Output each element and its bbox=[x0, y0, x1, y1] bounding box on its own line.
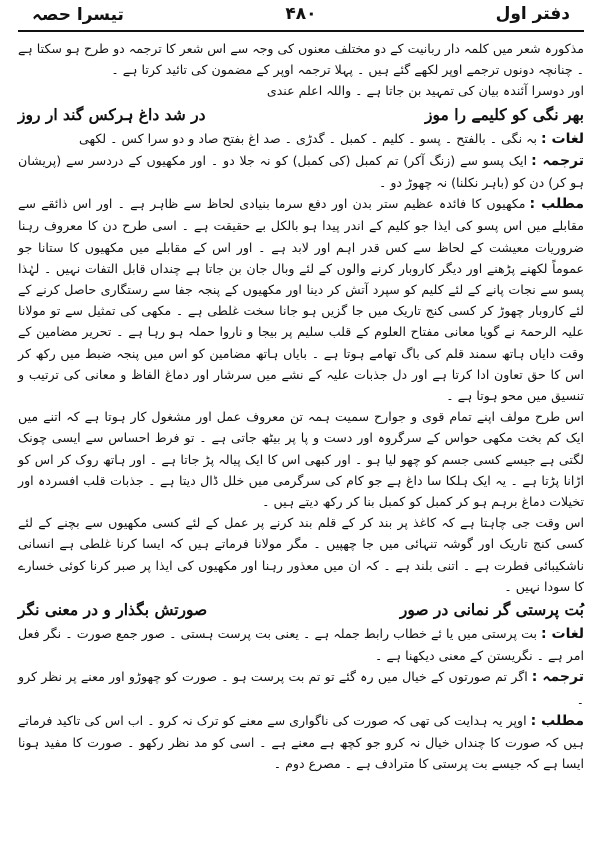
volume-section-label: تیسرا حصہ bbox=[32, 5, 124, 25]
matlab-1-paragraph-3: اس وقت جی چاہتا ہے کہ کاغذ پر بند کر کے قلم بند کرنے پر عمل کے لئے کسی مکھیوں سے بچنے کے لئے کسی کنج تاریک اور گوشہ تنہائی میں جا چھپیں ۔ مگر مولانا فرماتے ہیں کہ ایسا کرنا غلطی ہے انسانی ناشکیبائی فطرت ہے ۔ اتنی بلند ہے ۔ کہ ان میں معذور رہنا اور مکھیوں کی ایذا پر صبر کرنا کوئی خسارے کا سودا نہیں ۔ bbox=[18, 515, 584, 594]
verse-2-hemistich-left: صورتش بگذار و در معنی نگر bbox=[18, 600, 208, 620]
verse-2-hemistich-right: بُت پرستی گر نمانی در صور bbox=[399, 600, 584, 620]
verse-1-hemistich-left: در شد داغ ہرکس گند ار روز bbox=[18, 104, 206, 124]
tarjuma-2-block bbox=[18, 666, 584, 709]
verse-1-hemistich-right: بھر نگی کو کلیمے را موز bbox=[425, 104, 584, 124]
page-body bbox=[18, 32, 584, 775]
intro-paragraph: مذکورہ شعر میں کلمہ دار ربانیت کے دو مختلف معنوں کی وجہ سے اس شعر کا ترجمہ دو طرح ہو سکتا ہے ۔ چنانچہ دونوں ترجمے اوپر لکھے گئے ہیں ۔ پہلا ترجمہ اوپر کے مضمون کی تائید کرتا ہے ۔ bbox=[18, 41, 584, 78]
tarjuma-1-block bbox=[18, 150, 584, 193]
lughat-2-block bbox=[18, 623, 584, 666]
lughat-1-block bbox=[18, 128, 584, 150]
lughat-1-text: بہ نگی ۔ بالفتح ۔ پسو ۔ کلیم ۔ کمبل ۔ گدڑی ۔ صد اغ بفتح صاد و دو سرا کس ۔ لکھی bbox=[79, 130, 538, 146]
matlab-2-block bbox=[18, 710, 584, 775]
lughat-1-label: لغات : bbox=[541, 130, 584, 147]
tarjuma-1-text: ایک پسو سے (زنگ آکر) تم کمبل (کی کمبل) کو نہ جلا دو ۔ اور مکھیوں کے دردسر سے (پریشان ہو کر) دن کو (باہر نکلنا) نہ چھوڑ دو ۔ bbox=[18, 152, 584, 191]
lughat-2-label: لغات : bbox=[540, 626, 584, 643]
page-number: ۴۸۰ bbox=[285, 4, 317, 24]
matlab-2-text: اوپر یہ ہدایت کی تھی کہ صورت کی ناگواری سے معنے کو ترک نہ کرو ۔ اب اس کی تاکید فرماتے ہیں کہ صورت کا چنداں خیال نہ کرو جو کچھ ہے معنے ہے ۔ اسی کو مد نظر رکھو ۔ صورت کا مفید ہونا ایسا ہے کہ جیسے بت پرستی کا مترادف ہے ۔ مصرع دوم ۔ bbox=[18, 712, 584, 772]
lughat-2-text: بت پرستی میں یا ئے خطاب رابط جملہ ہے ۔ یعنی بت پرست ہستی ۔ صور جمع صورت ۔ نگر فعل امر ہے ۔ نگریستن کے معنی دیکھنا ہے ۔ bbox=[18, 626, 584, 664]
matlab-1-text-1: مکھیوں کا فائدہ عظیم ستر بدن اور دفع سرما بنیادی لحاظ سے ظاہر ہے ۔ اور اس ذائقے سے مقابلے میں اس پسو کی ایذا جو کلیم کے اندر پیدا ہو بالکل بے حقیقت ہے ۔ اسی طرح دن کا معروف رہنا ضروریات معیشت کے لحاظ سے کس قدر اہم اور لابد ہے ۔ اور اس کے مقابلے میں مکھیوں کا ستانا جو عموماً لکھنے پڑھنے اور دیگر کاروبار کرنے والوں کے لئے وبال جان بن جاتا ہے چنداں قابل التفات نہیں ۔ لہٰذا پسو سے نجات پانے کے لئے کلیم کو سپرد آتش کر دینا اور مکھیوں کے پنجہ جفا سے رستگاری حاصل کرنے کے لئے کاروبار چھوڑ کر کسی کنج تاریک میں جا گزیں ہو جانا سخت غلطی ہے ۔ مکھی کی تمثیل سے تو مولانا علیہ الرحمۃ نے گویا معانی مفتاح العلوم کے قلب سلیم پر بیجا و ناروا حملہ ہو رہا ہے ۔ تحریر مضامین کے وقت دایاں ہاتھ سمند قلم کی باگ تھامے ہوتا ہے ۔ بایاں ہاتھ مضامین کو اس میں پنجہ ضبط میں رکھ کر اس کا حق تعاون ادا کرتا ہے اور دل جذبات علیہ کے نشے میں سرشار اور دماغ الفاظ و معانی کی ترتیب و تنسیق میں محو ہوتا ہے ۔ bbox=[18, 196, 584, 404]
matlab-1-paragraph-2: اس طرح مولف اپنے تمام قوی و جوارح سمیت ہمہ تن معروف عمل اور مشغول کار ہوتا ہے کہ اتنے میں ایک کم بخت مکھی حواس کے سرگروہ اور دست و پا پر بیٹھ جاتی ہے ۔ تو فرط احساس سے ایسی چونک لگتی ہے جیسے کسی جسم کو چھو لیا ہو ۔ اور کبھی اس کا ایک پیالہ پڑ جاتا ہے ۔ اور ہاتھ روک کر اس کو اڑانا پڑتا ہے ۔ یہ ایک ہلکا سا داغ ہے جو کام کی سرگرمی میں خلل ڈال دیتا ہے ۔ جذبات قلب افسردہ اور تخیلات دماغ برہم ہو کر کمبل کو کمبل بنا کر رکھ دیتے ہیں ۔ bbox=[18, 409, 584, 510]
matlab-2-label: مطلب : bbox=[530, 712, 584, 729]
intro-paragraph-continued: اور دوسرا آئندہ بیان کی تمہید بن جاتا ہے ۔ واللہ اعلم عندی bbox=[266, 83, 584, 99]
book-part-label: دفتر اول bbox=[495, 4, 570, 24]
matlab-1-label: مطلب : bbox=[529, 196, 584, 213]
page-header bbox=[18, 0, 584, 32]
verse-couplet-2 bbox=[18, 599, 584, 621]
matlab-1-block bbox=[18, 193, 584, 406]
tarjuma-2-text: اگر تم صورتوں کے خیال میں رہ گئے تو تم بت پرست ہو ۔ صورت کو چھوڑو اور معنے پر نظر کرو ۔ bbox=[18, 669, 584, 707]
tarjuma-2-label: ترجمہ : bbox=[531, 669, 584, 686]
tarjuma-1-label: ترجمہ : bbox=[531, 152, 584, 169]
verse-couplet-1 bbox=[18, 104, 584, 126]
